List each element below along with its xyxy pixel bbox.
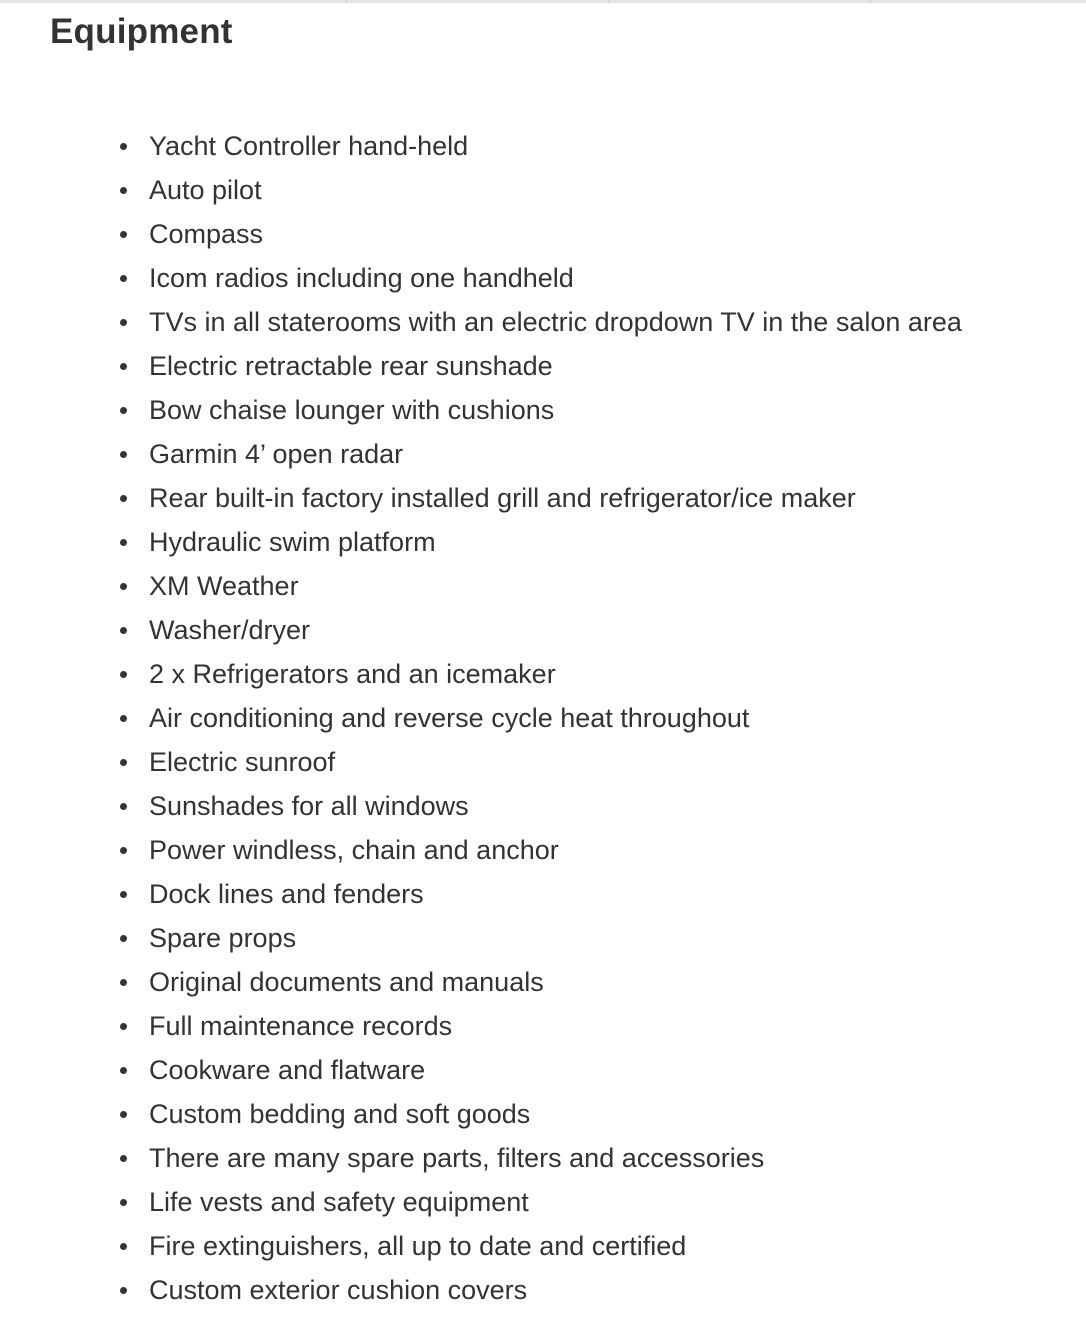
list-item bbox=[114, 300, 962, 344]
list-item bbox=[114, 1092, 962, 1136]
list-item bbox=[114, 608, 962, 652]
list-item-label: Full maintenance records bbox=[149, 1011, 453, 1041]
list-item-label: Washer/dryer bbox=[149, 615, 311, 645]
bullet-icon bbox=[120, 803, 127, 810]
list-item-label: Air conditioning and reverse cycle heat throughout bbox=[149, 703, 750, 733]
bullet-icon bbox=[120, 759, 127, 766]
list-item-label: XM Weather bbox=[149, 571, 299, 601]
list-item bbox=[114, 124, 962, 168]
bullet-icon bbox=[120, 715, 127, 722]
bullet-icon bbox=[120, 187, 127, 194]
column-separator bbox=[870, 0, 871, 3]
top-divider bbox=[0, 0, 1086, 3]
list-item-label: Rear built-in factory installed grill and refrigerator/ice maker bbox=[149, 483, 856, 513]
bullet-icon bbox=[120, 539, 127, 546]
list-item bbox=[114, 344, 962, 388]
column-separator bbox=[346, 0, 347, 3]
list-item bbox=[114, 212, 962, 256]
list-item bbox=[114, 564, 962, 608]
bullet-icon bbox=[120, 363, 127, 370]
list-item-label: Life vests and safety equipment bbox=[149, 1187, 529, 1217]
list-item bbox=[114, 740, 962, 784]
list-item-label: Hydraulic swim platform bbox=[149, 527, 436, 557]
bullet-icon bbox=[120, 1111, 127, 1118]
list-item-label: Original documents and manuals bbox=[149, 967, 544, 997]
bullet-icon bbox=[120, 627, 127, 634]
list-item-label: Compass bbox=[149, 219, 264, 249]
page-title: Equipment bbox=[50, 12, 233, 51]
list-item-label: Garmin 4’ open radar bbox=[149, 439, 404, 469]
list-item bbox=[114, 784, 962, 828]
list-item bbox=[114, 520, 962, 564]
bullet-icon bbox=[120, 1287, 127, 1294]
bullet-icon bbox=[120, 143, 127, 150]
list-item-label: Spare props bbox=[149, 923, 297, 953]
list-item-label: Custom exterior cushion covers bbox=[149, 1275, 528, 1305]
bullet-icon bbox=[120, 1199, 127, 1206]
list-item bbox=[114, 1004, 962, 1048]
bullet-icon bbox=[120, 847, 127, 854]
list-item-label: There are many spare parts, filters and accessories bbox=[149, 1143, 765, 1173]
list-item bbox=[114, 1136, 962, 1180]
list-item bbox=[114, 1180, 962, 1224]
list-item bbox=[114, 1268, 962, 1312]
list-item-label: TVs in all staterooms with an electric dropdown TV in the salon area bbox=[149, 307, 962, 337]
list-item bbox=[114, 872, 962, 916]
bullet-icon bbox=[120, 495, 127, 502]
list-item bbox=[114, 1048, 962, 1092]
bullet-icon bbox=[120, 231, 127, 238]
bullet-icon bbox=[120, 891, 127, 898]
list-item bbox=[114, 256, 962, 300]
bullet-icon bbox=[120, 319, 127, 326]
bullet-icon bbox=[120, 1155, 127, 1162]
bullet-icon bbox=[120, 407, 127, 414]
list-item-label: Yacht Controller hand-held bbox=[149, 131, 469, 161]
list-item-label: Dock lines and fenders bbox=[149, 879, 424, 909]
list-item bbox=[114, 476, 962, 520]
list-item-label: Electric retractable rear sunshade bbox=[149, 351, 553, 381]
list-item-label: Sunshades for all windows bbox=[149, 791, 469, 821]
list-item bbox=[114, 696, 962, 740]
list-item-label: Bow chaise lounger with cushions bbox=[149, 395, 555, 425]
column-separator bbox=[608, 0, 609, 3]
list-item-label: Icom radios including one handheld bbox=[149, 263, 574, 293]
list-item-label: Fire extinguishers, all up to date and certified bbox=[149, 1231, 687, 1261]
bullet-icon bbox=[120, 979, 127, 986]
list-item-label: Power windless, chain and anchor bbox=[149, 835, 559, 865]
list-item bbox=[114, 388, 962, 432]
list-item bbox=[114, 960, 962, 1004]
list-item-label: Custom bedding and soft goods bbox=[149, 1099, 531, 1129]
list-item bbox=[114, 432, 962, 476]
list-item bbox=[114, 1224, 962, 1268]
list-item bbox=[114, 168, 962, 212]
list-item-label: Electric sunroof bbox=[149, 747, 336, 777]
bullet-icon bbox=[120, 935, 127, 942]
list-item bbox=[114, 828, 962, 872]
bullet-icon bbox=[120, 1023, 127, 1030]
bullet-icon bbox=[120, 1243, 127, 1250]
list-item-label: Auto pilot bbox=[149, 175, 262, 205]
list-item-label: Cookware and flatware bbox=[149, 1055, 426, 1085]
bullet-icon bbox=[120, 671, 127, 678]
equipment-list bbox=[114, 124, 962, 1312]
bullet-icon bbox=[120, 275, 127, 282]
bullet-icon bbox=[120, 451, 127, 458]
bullet-icon bbox=[120, 1067, 127, 1074]
list-item bbox=[114, 652, 962, 696]
bullet-icon bbox=[120, 583, 127, 590]
list-item bbox=[114, 916, 962, 960]
list-item-label: 2 x Refrigerators and an icemaker bbox=[149, 659, 556, 689]
